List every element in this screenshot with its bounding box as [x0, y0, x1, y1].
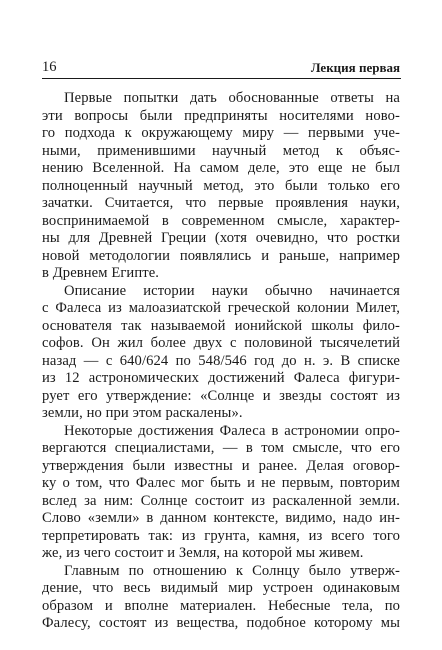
- text-line: с Фалеса из малоазиатской греческой колонии Милет,: [42, 300, 400, 316]
- text-line: Главным по отношению к Солнцу было утверж-: [64, 562, 400, 579]
- text-line: Некоторые достижения Фалеса в астрономии опро-: [64, 422, 400, 439]
- text-line: утверждения были известны и ранее. Делая оговор-: [42, 457, 400, 474]
- text-line: же, из чего состоит и Земля, на которой мы живем.: [42, 545, 364, 561]
- running-title: Лекция первая: [310, 60, 400, 75]
- body-text: [42, 90, 400, 633]
- text-line: го подхода к окружающему миру — первыми уче-: [42, 125, 400, 141]
- text-line: Описание истории науки обычно начинается: [64, 282, 400, 299]
- paragraph: [42, 563, 400, 633]
- text-line: основателя так называемой ионийской школы фило-: [42, 317, 400, 334]
- page-number: 16: [42, 59, 57, 75]
- text-line: образом и вполне материален. Небесные тела, по: [42, 597, 400, 614]
- text-line: ными, применившими научный метод к объяс-: [42, 142, 400, 159]
- text-line: терпретировать так: из грунта, камня, из всего того: [42, 527, 400, 544]
- text-line: Первые попытки дать обоснованные ответы на: [64, 90, 400, 106]
- text-line: из 12 астрономических достижений Фалеса фигури-: [42, 370, 400, 386]
- text-line: полноценный научный метод, это были только его: [42, 177, 400, 194]
- text-line: зачатки. Считается, что первые проявления науки,: [42, 195, 400, 211]
- text-line: софов. Он жил более двух с половиной тысячелетий: [42, 335, 400, 351]
- text-line: рует его утверждение: «Солнце и звезды состоят из: [42, 387, 400, 404]
- text-line: назад — с 640/624 по 548/546 год до н. э. В списке: [42, 352, 400, 369]
- paragraph: [42, 283, 400, 423]
- text-line: в Древнем Египте.: [42, 265, 160, 281]
- header-rule: [42, 78, 401, 79]
- paragraph: [42, 90, 400, 283]
- page-header: [42, 58, 400, 78]
- text-line: нению Вселенной. На самом деле, это еще не был: [42, 160, 400, 176]
- paragraph: [42, 423, 400, 563]
- text-line: эти вопросы были предприняты носителями ново-: [42, 107, 400, 124]
- text-line: Фалесу, состоят из вещества, подобное которому мы: [42, 615, 400, 631]
- text-line: ку о том, что Фалес мог быть и не первым, повторим: [42, 475, 400, 491]
- text-line: вслед за ним: Солнце состоит из раскаленной земли.: [42, 492, 400, 509]
- text-line: дение, что весь видимый мир устроен одинаковым: [42, 580, 400, 596]
- text-line: земли, но при этом раскалены».: [42, 405, 243, 421]
- text-line: Слово «земли» в данном контексте, видимо, надо ин-: [42, 510, 400, 526]
- text-line: ны для Древней Греции (хотя очевидно, что ростки: [42, 230, 400, 246]
- text-line: вергаются специалистами, — в том смысле, что его: [42, 440, 400, 456]
- text-line: воспринимаемой в современном смысле, характер-: [42, 212, 400, 229]
- text-line: новой методологии появлялись и раньше, например: [42, 247, 400, 264]
